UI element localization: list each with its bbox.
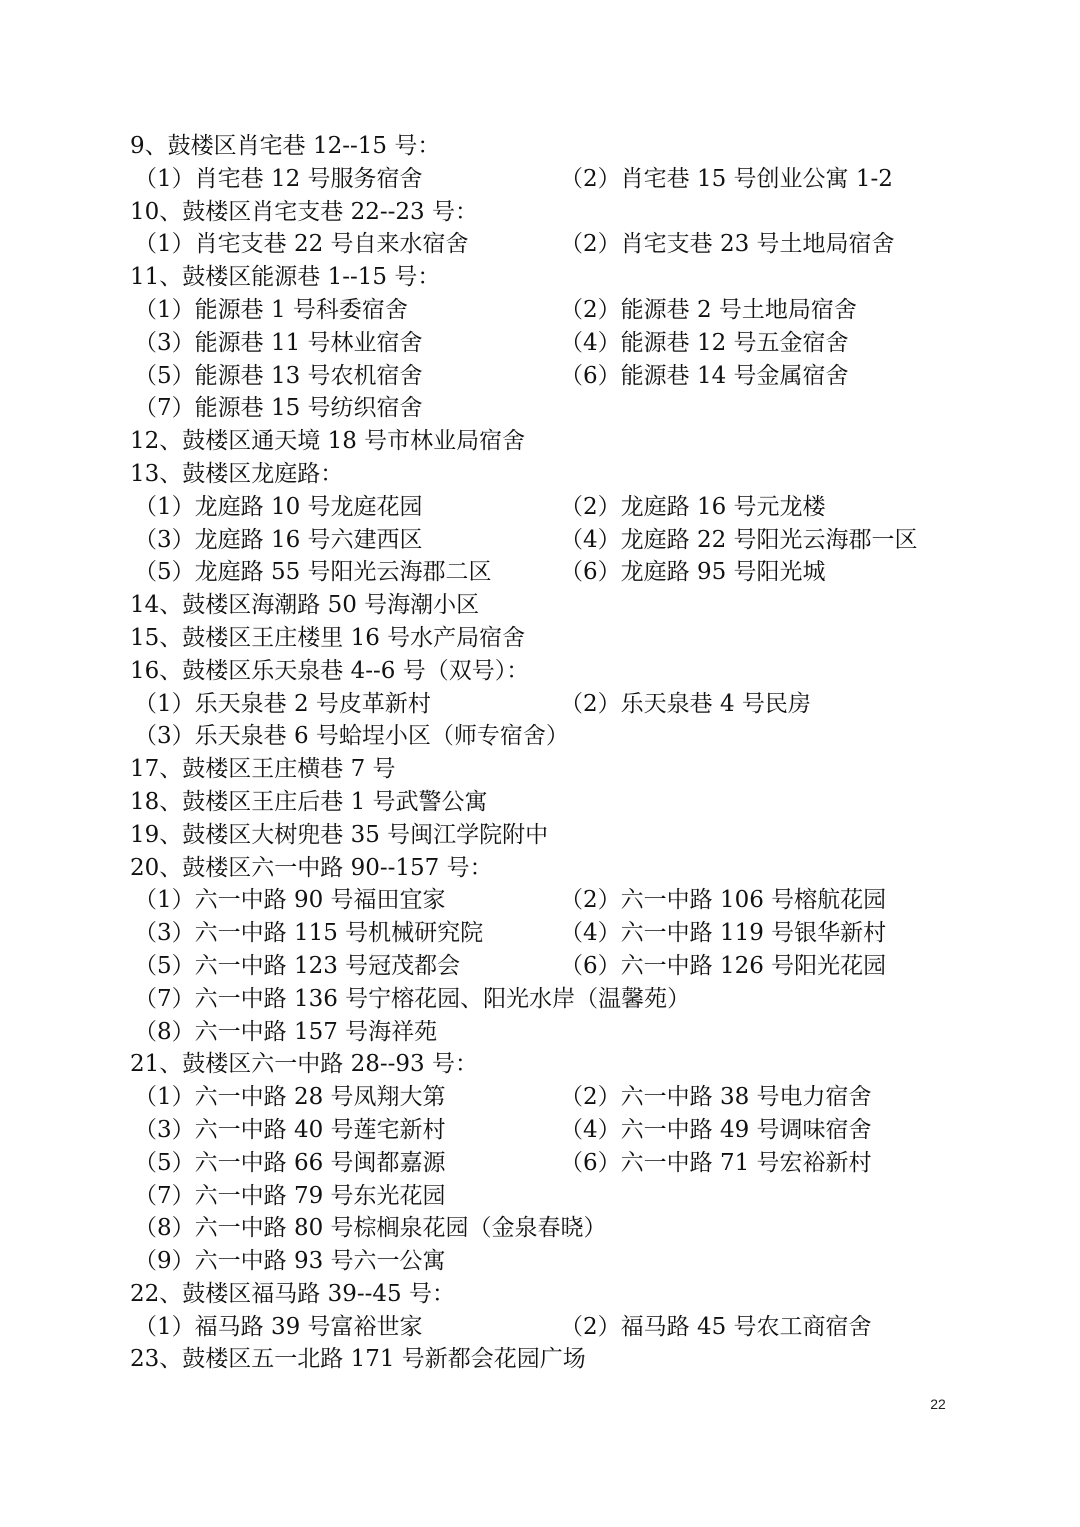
item-right: （4）六一中路 119 号银华新村 (560, 920, 887, 947)
item-left: （3）龙庭路 16 号六建西区 (134, 526, 423, 553)
item-left: （1）肖宅巷 12 号服务宿舍 (134, 165, 423, 192)
heading-17: 17、鼓楼区王庄横巷 7 号 (130, 756, 396, 783)
item-left: （3）能源巷 11 号林业宿舍 (134, 329, 423, 356)
list-row (130, 917, 990, 950)
item-left: （5）能源巷 13 号农机宿舍 (134, 362, 423, 389)
heading-9: 9、鼓楼区肖宅巷 12--15 号： (130, 133, 441, 159)
list-row (130, 884, 990, 917)
item-left: （1）肖宅支巷 22 号自来水宿舍 (134, 231, 469, 258)
item-right: （4）龙庭路 22 号阳光云海郡一区 (560, 526, 918, 553)
item-right: （4）六一中路 49 号调味宿舍 (560, 1116, 872, 1143)
item-left: （3）六一中路 40 号莲宅新村 (134, 1116, 446, 1143)
heading-19: 19、鼓楼区大树兜巷 35 号闽江学院附中 (130, 821, 549, 848)
item-right: （6）龙庭路 95 号阳光城 (560, 559, 826, 586)
item-left: （5）龙庭路 55 号阳光云海郡二区 (134, 559, 492, 586)
list-row (130, 1081, 990, 1114)
list-item: （7）六一中路 136 号宁榕花园、阳光水岸（温馨苑） (134, 985, 691, 1012)
heading-21: 21、鼓楼区六一中路 28--93 号： (130, 1051, 478, 1078)
heading-15: 15、鼓楼区王庄楼里 16 号水产局宿舍 (130, 624, 526, 651)
item-right: （2）能源巷 2 号土地局宿舍 (560, 296, 857, 323)
heading-13: 13、鼓楼区龙庭路： (130, 460, 344, 487)
heading-20: 20、鼓楼区六一中路 90--157 号： (130, 854, 493, 881)
item-left: （1）能源巷 1 号科委宿舍 (134, 296, 408, 323)
item-right: （2）乐天泉巷 4 号民房 (560, 690, 811, 717)
item-right: （2）六一中路 106 号榕航花园 (560, 887, 887, 914)
item-right: （2）龙庭路 16 号元龙楼 (560, 493, 826, 520)
list-row (130, 294, 990, 327)
list-item: （3）乐天泉巷 6 号蛤埕小区（师专宿舍） (134, 723, 569, 750)
list-row (130, 491, 990, 524)
list-row (130, 1311, 990, 1344)
heading-12: 12、鼓楼区通天境 18 号市林业局宿舍 (130, 428, 526, 455)
item-right: （2）肖宅巷 15 号创业公寓 1-2 (560, 165, 893, 192)
list-row (130, 556, 990, 589)
list-row (130, 524, 990, 557)
item-left: （1）福马路 39 号富裕世家 (134, 1313, 423, 1340)
heading-16: 16、鼓楼区乐天泉巷 4--6 号（双号）： (130, 657, 530, 684)
item-right: （2）六一中路 38 号电力宿舍 (560, 1084, 872, 1111)
heading-10: 10、鼓楼区肖宅支巷 22--23 号： (130, 198, 478, 225)
item-right: （6）六一中路 126 号阳光花园 (560, 952, 887, 979)
list-row (130, 228, 990, 261)
item-left: （1）乐天泉巷 2 号皮革新村 (134, 690, 431, 717)
item-left: （1）龙庭路 10 号龙庭花园 (134, 493, 423, 520)
document-body (130, 130, 990, 1376)
heading-18: 18、鼓楼区王庄后巷 1 号武警公寓 (130, 788, 488, 815)
item-right: （6）六一中路 71 号宏裕新村 (560, 1149, 872, 1176)
list-item: （9）六一中路 93 号六一公寓 (134, 1248, 446, 1275)
item-right: （6）能源巷 14 号金属宿舍 (560, 362, 849, 389)
list-row (130, 327, 990, 360)
item-right: （4）能源巷 12 号五金宿舍 (560, 329, 849, 356)
list-item: （7）能源巷 15 号纺织宿舍 (134, 395, 423, 422)
heading-22: 22、鼓楼区福马路 39--45 号： (130, 1280, 455, 1307)
item-left: （5）六一中路 123 号冠茂都会 (134, 952, 461, 979)
list-row (130, 950, 990, 983)
heading-11: 11、鼓楼区能源巷 1--15 号： (130, 264, 441, 291)
list-row (130, 360, 990, 393)
list-row (130, 688, 990, 721)
item-left: （3）六一中路 115 号机械研究院 (134, 920, 484, 947)
item-left: （1）六一中路 28 号凤翔大第 (134, 1084, 446, 1111)
list-row (130, 1147, 990, 1180)
item-right: （2）肖宅支巷 23 号土地局宿舍 (560, 231, 895, 258)
heading-23: 23、鼓楼区五一北路 171 号新都会花园广场 (130, 1346, 586, 1373)
page-number: 22 (930, 1396, 946, 1412)
item-right: （2）福马路 45 号农工商宿舍 (560, 1313, 872, 1340)
list-row (130, 1114, 990, 1147)
heading-14: 14、鼓楼区海潮路 50 号海潮小区 (130, 592, 480, 619)
list-item: （8）六一中路 80 号棕榈泉花园（金泉春晓） (134, 1215, 607, 1242)
list-item: （7）六一中路 79 号东光花园 (134, 1182, 446, 1209)
list-row (130, 163, 990, 196)
list-item: （8）六一中路 157 号海祥苑 (134, 1018, 438, 1045)
item-left: （5）六一中路 66 号闽都嘉源 (134, 1149, 446, 1176)
item-left: （1）六一中路 90 号福田宜家 (134, 887, 446, 914)
